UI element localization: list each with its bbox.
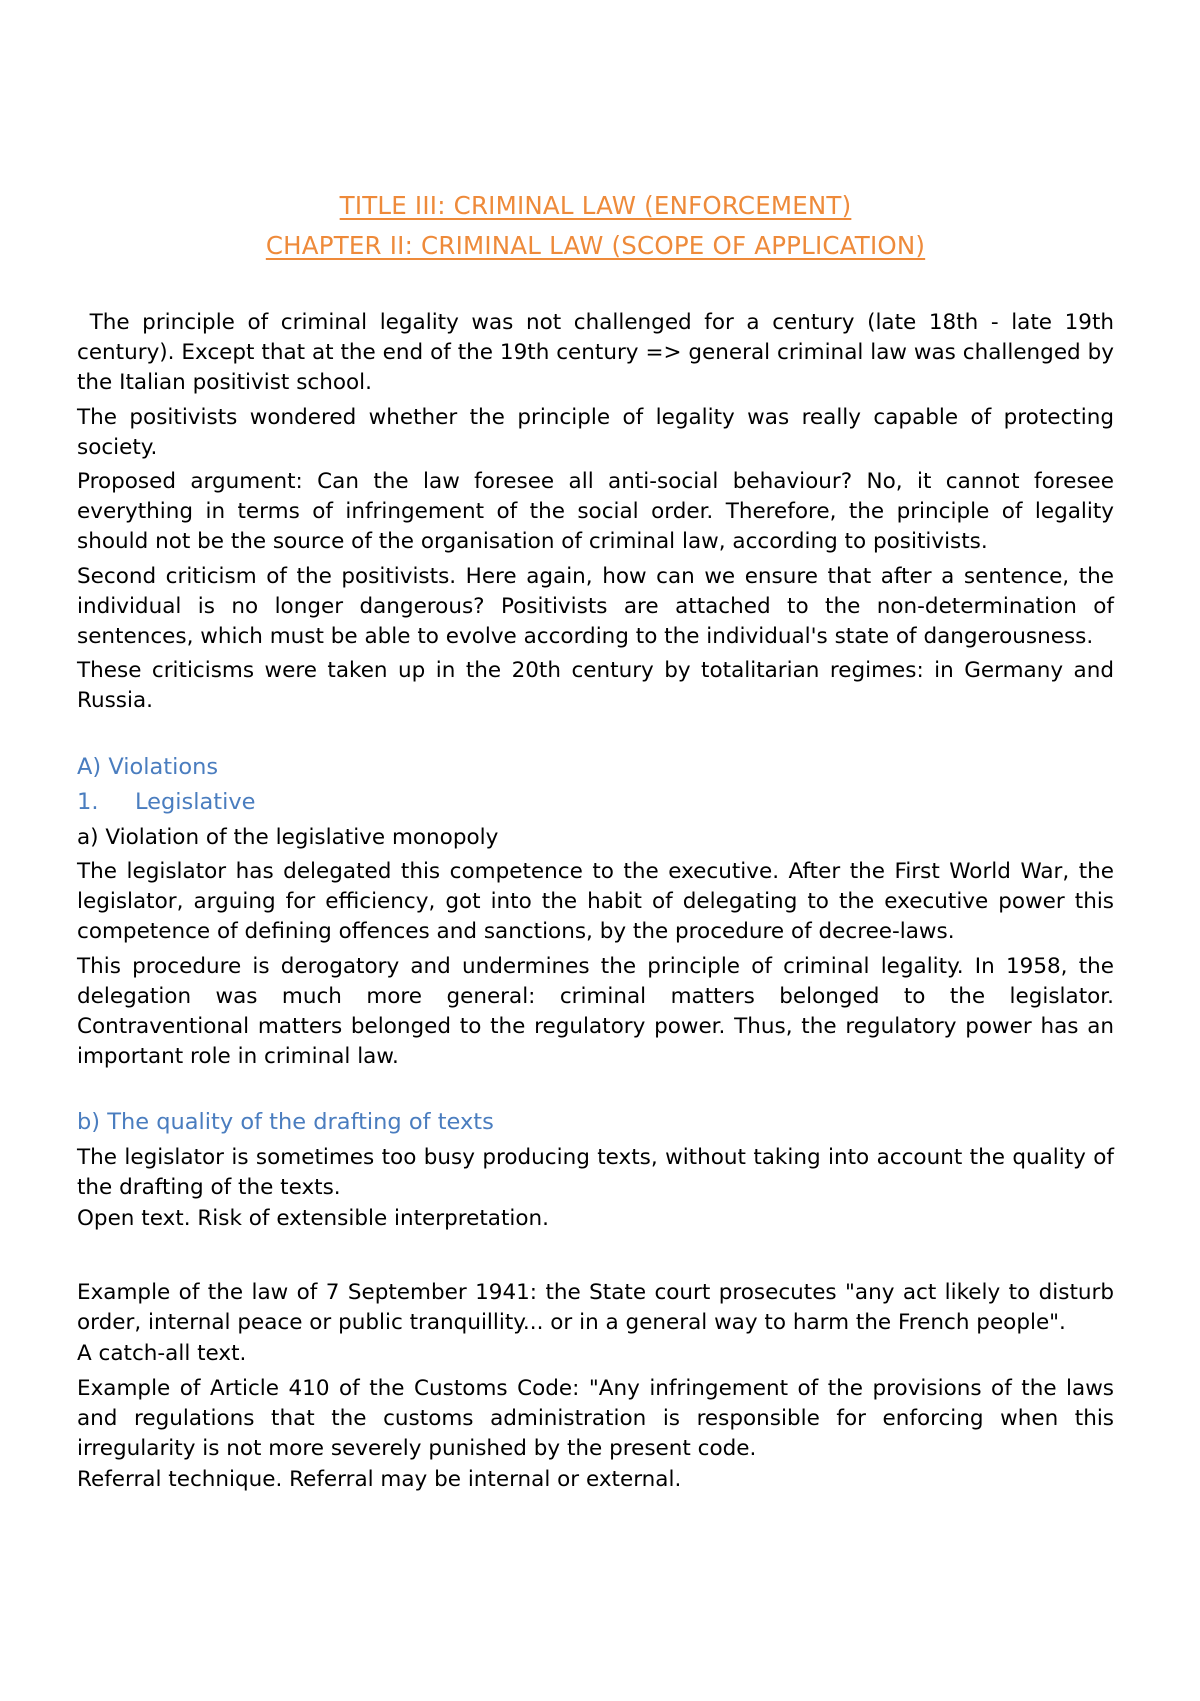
chapter-title: CHAPTER II: CRIMINAL LAW (SCOPE OF APPLICATION) [265,231,926,260]
subsection-heading-legislative [77,787,1114,818]
drafting-paragraph-6: Referral technique. Referral may be internal or external. [77,1466,682,1492]
drafting-paragraph-5: Example of Article 410 of the Customs Code: "Any infringement of the provisions of the laws and regulations that the customs administration is responsible for enforcing when this irregularity is not more severely punished by the present code. [77,1375,1114,1461]
intro-paragraph-1: The principle of criminal legality was not challenged for a century (late 18th - late 19th century). Except that at the end of the 19th century => general criminal law was challenged by the Italian positivist school. [77,310,1114,395]
document-title: TITLE III: CRIMINAL LAW (ENFORCEMENT) [339,191,852,220]
subsection-number: 1. [77,789,99,815]
document-titles [77,186,1114,266]
drafting-paragraph-4: A catch-all text. [77,1341,247,1366]
document-body [77,308,1114,1499]
heading-legislative-monopoly: a) Violation of the legislative monopoly [77,824,499,850]
drafting-paragraph-1: The legislator is sometimes too busy producing texts, without taking into account the quality of the drafting of the texts. [77,1144,1114,1200]
intro-paragraph-3: Proposed argument: Can the law foresee all anti-social behaviour? No, it cannot foresee everything in terms of infringement of the social order. Therefore, the principle of legality should not be the source of the organisation of criminal law, according to positivists. [77,469,1114,554]
drafting-paragraph-3: Example of the law of 7 September 1941: the State court prosecutes "any act likely to disturb order, internal peace or public tranquillity... or in a general way to harm the French people". [77,1280,1114,1335]
spacer [77,1238,1114,1278]
heading-drafting-quality: b) The quality of the drafting of texts [77,1109,494,1135]
intro-paragraph-4: Second criticism of the positivists. Here again, how can we ensure that after a sentence, the individual is no longer dangerous? Positivists are attached to the non-determination of sentences, which must be able to evolve according to the individual's state of dangerousness. [77,563,1114,649]
intro-paragraph-5: These criticisms were taken up in the 20th century by totalitarian regimes: in Germany and Russia. [77,658,1114,713]
spacer [77,721,1114,752]
intro-paragraph-2: The positivists wondered whether the principle of legality was really capable of protecting society. [77,404,1114,460]
monopoly-paragraph-1: The legislator has delegated this competence to the executive. After the First World War, the legislator, arguing for efficiency, got into the habit of delegating to the executive power this competence of defining offences and sanctions, by the procedure of decree-laws. [77,859,1114,944]
subsection-label: Legislative [135,789,256,815]
monopoly-paragraph-2: This procedure is derogatory and undermines the principle of criminal legality. In 1958, the delegation was much more general: criminal matters belonged to the legislator. Contraventional matters belonged to the regulatory power. Thus, the regulatory power has an important role in criminal law. [77,953,1114,1069]
section-heading-violations: A) Violations [77,753,219,780]
spacer [77,1076,1114,1107]
drafting-paragraph-2: Open text. Risk of extensible interpretation. [77,1205,549,1231]
